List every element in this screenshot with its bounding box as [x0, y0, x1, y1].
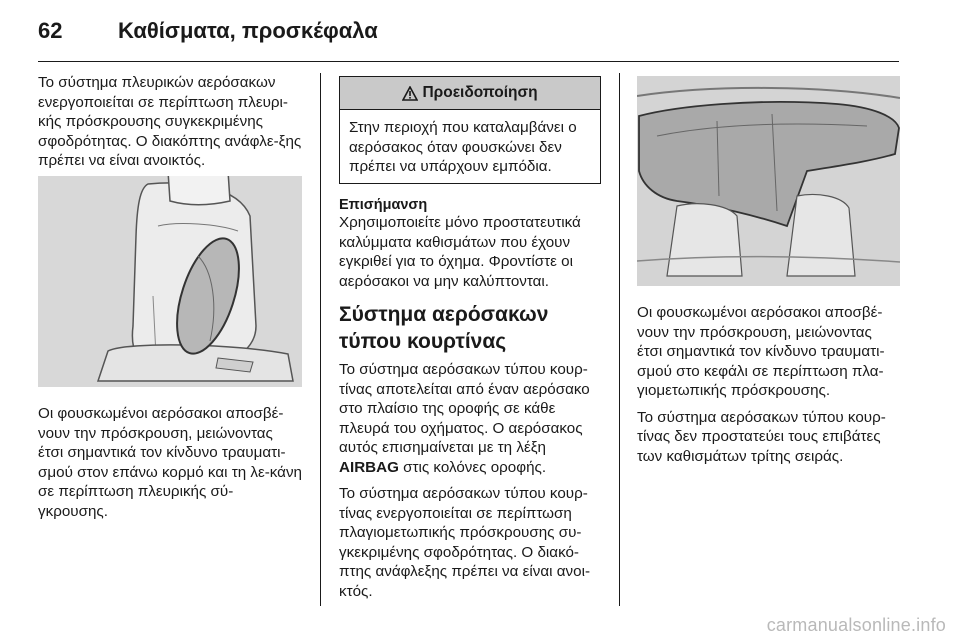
curtain-airbag-text-b: στις κολόνες οροφής.: [398, 458, 547, 476]
column-1: [38, 73, 302, 171]
curtain-airbag-drawing: [637, 76, 900, 286]
warning-text: Στην περιοχή που καταλαμβάνει ο αερόσακος όταν φουσκώνει δεν πρέπει να υπάρχουν εμπόδια.: [349, 119, 577, 175]
page-header: [38, 14, 922, 54]
warning-box: [339, 76, 601, 184]
column-divider-1: [320, 73, 321, 606]
side-airbag-seat-illustration: [38, 176, 302, 387]
column-3: [637, 303, 901, 466]
page-title: Καθίσματα, προσκέφαλα: [118, 18, 378, 43]
warning-title: Προειδοποίηση: [422, 84, 538, 101]
note-text: Χρησιμοποιείτε μόνο προστατευτικά καλύμματα καθισμάτων που έχουν εγκριθεί για το όχημα. Φροντίστε οι αερόσακοι να μην καλύπτονται.: [339, 214, 581, 290]
warning-triangle-icon: [402, 86, 418, 101]
warning-body: [340, 110, 600, 177]
curtain-airbag-activation-text: Το σύστημα αερόσακων τύπου κουρ-τίνας ενεργοποιείται σε περίπτωση πλαγιομετωπικής πρόσκρουσης συ-γκεκριμένης σφοδρότητας. Ο διακό-πτης ανάφλεξης πρέπει να είναι ανοι-κτός.: [339, 485, 591, 600]
page-number: 62: [38, 18, 63, 43]
curtain-airbag-protection-text: Οι φουσκωμένοι αερόσακοι αποσβέ-νουν την πρόσκρουση, μειώνοντας έτσι σημαντικά τον κίνδυνο τραυματι-σμού στο κεφάλι σε περίπτωση πλα-γιομετωπικής πρόσκρουσης.: [637, 304, 885, 399]
curtain-airbag-text-a: Το σύστημα αερόσακων τύπου κουρ-τίνας αποτελείται από έναν αερόσακο στο πλαίσιο της οροφής σε κάθε πλευρά του οχήματος. Ο αερόσακος αυτός επισημαίνεται με τη λέξη: [339, 361, 590, 456]
curtain-airbag-description: [339, 360, 603, 477]
curtain-airbag-illustration: [637, 76, 900, 286]
seat-airbag-drawing: [38, 176, 302, 387]
section-heading: Σύστημα αερόσακων τύπου κουρτίνας: [339, 303, 549, 353]
header-rule: [38, 61, 899, 62]
airbag-label: AIRBAG: [339, 458, 399, 476]
third-row-notice-text: Το σύστημα αερόσακων τύπου κουρ-τίνας δεν προστατεύει τους επιβάτες των καθισμάτων τρίτης σειράς.: [637, 408, 886, 465]
side-airbag-activation-text: Το σύστημα πλευρικών αερόσακων ενεργοποιείται σε περίπτωση πλευρι-κής πρόσκρουσης συγκεκριμένης σφοδρότητας. Ο διακόπτης ανάφλε-ξης πρέπει να είναι ανοικτός.: [38, 74, 302, 169]
note-title: Επισήμανση: [339, 197, 428, 213]
watermark: carmanualsonline.info: [766, 615, 946, 635]
column-divider-2: [619, 73, 620, 606]
column-2: [339, 197, 603, 601]
side-airbag-protection-text: Οι φουσκωμένοι αερόσακοι αποσβέ-νουν την πρόσκρουση, μειώνοντας έτσι σημαντικά τον κίνδυνο τραυματι-σμού στον επάνω κορμό και τη λε-κάνη σε περίπτωση πλευρικής σύ-γκρουσης.: [38, 405, 303, 520]
column-1-lower: [38, 404, 302, 521]
warning-header: [340, 77, 600, 110]
